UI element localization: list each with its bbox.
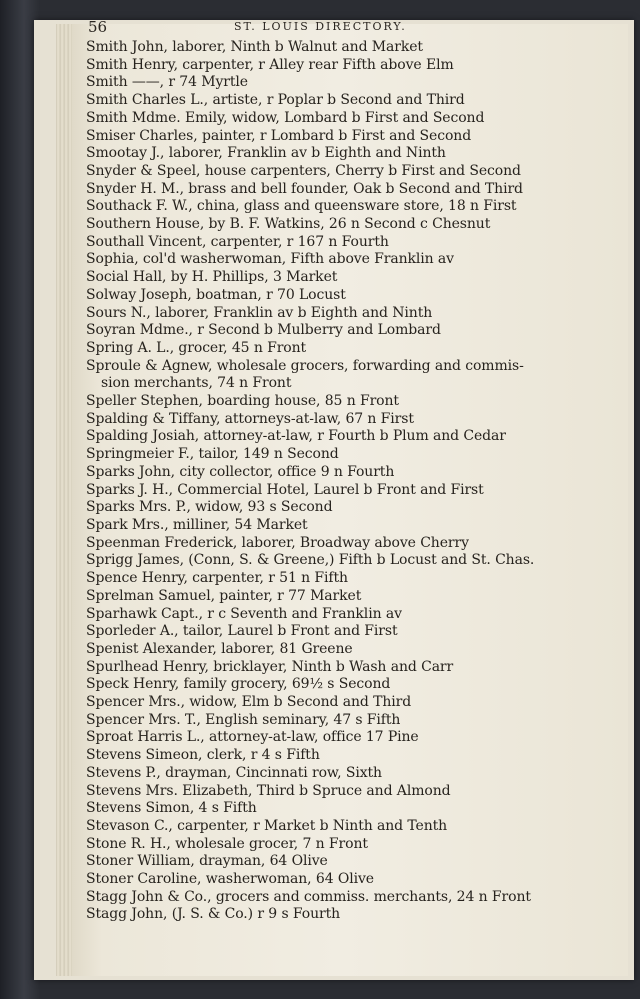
directory-entry: Spencer Mrs., widow, Elm b Second and Third — [86, 694, 412, 711]
directory-entry: Stevens Simeon, clerk, r 4 s Fifth — [86, 747, 320, 764]
directory-entry: Southack F. W., china, glass and queensware store, 18 n First — [86, 198, 517, 215]
directory-entry: Speck Henry, family grocery, 69½ s Second — [86, 676, 391, 693]
directory-entry: Smith ——, r 74 Myrtle — [86, 74, 248, 91]
directory-entry: Smiser Charles, painter, r Lombard b First and Second — [86, 127, 472, 144]
directory-entry: Southern House, by B. F. Watkins, 26 n Second c Chesnut — [86, 216, 491, 233]
directory-entry: Speller Stephen, boarding house, 85 n Front — [86, 393, 399, 410]
directory-entry: Sparks John, city collector, office 9 n Fourth — [86, 463, 395, 480]
directory-entries — [86, 39, 620, 924]
directory-entry: Soyran Mdme., r Second b Mulberry and Lombard — [86, 322, 441, 339]
directory-entry: Springmeier F., tailor, 149 n Second — [86, 446, 339, 463]
directory-entry: Smith Charles L., artiste, r Poplar b Second and Third — [86, 92, 465, 109]
directory-entry: Snyder & Speel, house carpenters, Cherry b First and Second — [86, 162, 521, 179]
directory-entry: Sophia, col'd washerwoman, Fifth above Franklin av — [86, 251, 454, 268]
directory-entry: Spalding Josiah, attorney-at-law, r Fourth b Plum and Cedar — [86, 428, 506, 445]
directory-entry: Social Hall, by H. Phillips, 3 Market — [86, 269, 338, 286]
directory-entry: Solway Joseph, boatman, r 70 Locust — [86, 286, 346, 303]
directory-entry: Spring A. L., grocer, 45 n Front — [86, 339, 307, 356]
directory-entry: Speenman Frederick, laborer, Broadway above Cherry — [86, 534, 469, 551]
directory-entry-continuation: sion merchants, 74 n Front — [101, 375, 292, 392]
directory-entry: Sprelman Samuel, painter, r 77 Market — [86, 587, 362, 604]
directory-entry: Sproat Harris L., attorney-at-law, office 17 Pine — [86, 729, 419, 746]
directory-entry: Spenist Alexander, laborer, 81 Greene — [86, 640, 353, 657]
directory-entry: Sparhawk Capt., r c Seventh and Franklin av — [86, 605, 402, 622]
directory-entry: Sours N., laborer, Franklin av b Eighth and Ninth — [86, 304, 433, 321]
directory-entry: Spencer Mrs. T., English seminary, 47 s Fifth — [86, 711, 401, 728]
directory-entry: Smith John, laborer, Ninth b Walnut and Market — [86, 39, 423, 55]
running-head: ST. LOUIS DIRECTORY. — [234, 20, 407, 33]
directory-entry: Stevens Simon, 4 s Fifth — [86, 800, 257, 817]
directory-entry: Stagg John & Co., grocers and commiss. merchants, 24 n Front — [86, 888, 531, 905]
page-edge — [56, 24, 72, 976]
page-header — [88, 12, 608, 34]
directory-entry: Spark Mrs., milliner, 54 Market — [86, 516, 308, 533]
directory-entry: Stone R. H., wholesale grocer, 7 n Front — [86, 835, 368, 852]
directory-entry: Sparks Mrs. P., widow, 93 s Second — [86, 499, 333, 516]
directory-entry: Snyder H. M., brass and bell founder, Oak b Second and Third — [86, 180, 523, 197]
directory-entry: Stevason C., carpenter, r Market b Ninth and Tenth — [86, 817, 448, 834]
page-number: 56 — [88, 18, 108, 36]
directory-entry: Stevens Mrs. Elizabeth, Third b Spruce and Almond — [86, 782, 451, 799]
directory-entry: Stoner William, drayman, 64 Olive — [86, 853, 328, 870]
directory-entry: Smootay J., laborer, Franklin av b Eighth and Ninth — [86, 145, 446, 162]
directory-entry: Stagg John, (J. S. & Co.) r 9 s Fourth — [86, 906, 341, 923]
directory-entry: Smith Mdme. Emily, widow, Lombard b First and Second — [86, 109, 485, 126]
directory-entry: Spalding & Tiffany, attorneys-at-law, 67 n First — [86, 410, 414, 427]
directory-entry: Stoner Caroline, washerwoman, 64 Olive — [86, 871, 374, 888]
directory-entry: Spence Henry, carpenter, r 51 n Fifth — [86, 570, 348, 587]
directory-entry: Southall Vincent, carpenter, r 167 n Fourth — [86, 233, 389, 250]
directory-entry: Smith Henry, carpenter, r Alley rear Fifth above Elm — [86, 56, 454, 73]
directory-entry: Sparks J. H., Commercial Hotel, Laurel b Front and First — [86, 481, 484, 498]
directory-entry: Sporleder A., tailor, Laurel b Front and First — [86, 623, 398, 640]
directory-entry: Sproule & Agnew, wholesale grocers, forwarding and commis- — [86, 357, 524, 374]
directory-entry: Sprigg James, (Conn, S. & Greene,) Fifth b Locust and St. Chas. — [86, 552, 535, 569]
directory-entry: Spurlhead Henry, bricklayer, Ninth b Wash and Carr — [86, 658, 454, 675]
directory-entry: Stevens P., drayman, Cincinnati row, Sixth — [86, 764, 382, 781]
